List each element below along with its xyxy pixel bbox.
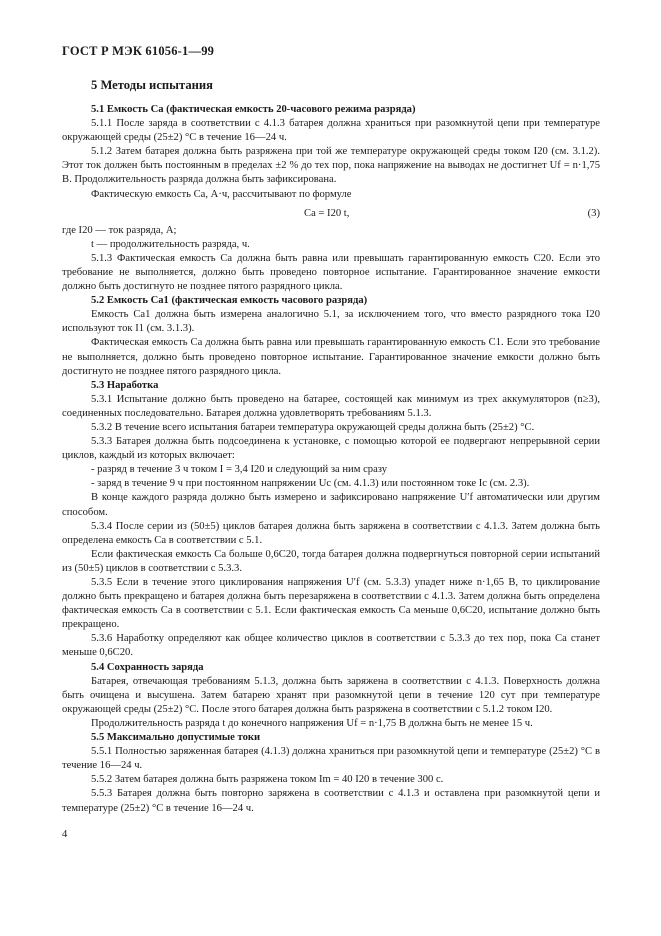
section-title: 5 Методы испытания	[91, 78, 213, 92]
paragraph-5-5-3: 5.5.3 Батарея должна быть повторно заряжена в соответствии с 4.1.3 и оставлена при разомкнутой цепи и температуре (25±2) °С в течение 16—24 ч.	[62, 788, 600, 814]
subsection-5-2-title: 5.2 Емкость Cа1 (фактическая емкость часового разряда)	[91, 295, 368, 307]
paragraph-5-3-1: 5.3.1 Испытание должно быть проведено на батарее, состоящей как минимум из трех аккумуляторов (n≥3), соединенных последовательно. Батарея должна удовлетворять требованиям 5.1.3.	[62, 393, 600, 419]
formula-block	[62, 205, 600, 224]
paragraph-5-3-3: 5.3.3 Батарея должна быть подсоединена к установке, с помощью которой ее подвергают непрерывной серии циклов, каждый из которых включает:	[62, 436, 600, 462]
paragraph-5-3-6: 5.3.6 Наработку определяют как общее количество циклов в соответствии с 5.3.3 до тех пор, пока Cа станет меньше 0,6C20.	[62, 633, 600, 659]
paragraph-5-3-3-b: В конце каждого разряда должно быть измерено и зафиксировано напряжение U′f автоматически или другим способом.	[62, 492, 600, 518]
formula-intro: Фактическую емкость Cа, А·ч, рассчитывают по формуле	[91, 188, 352, 200]
paragraph-5-1-1: 5.1.1 После заряда в соответствии с 4.1.3 батарея должна храниться при разомкнутой цепи при температуре окружающей среды (25±2) °С в течение 16—24 ч.	[62, 118, 600, 144]
paragraph-5-5-2: 5.5.2 Затем батарея должна быть разряжена током Im = 40 I20 в течение 300 с.	[91, 774, 444, 786]
standard-header: ГОСТ Р МЭК 61056-1—99	[62, 44, 215, 58]
paragraph-5-5-1: 5.5.1 Полностью заряженная батарея (4.1.3) должна храниться при разомкнутой цепи и температуре (25±2) °С в течение 16—24 ч.	[62, 746, 600, 772]
paragraph-5-1-2: 5.1.2 Затем батарея должна быть разряжена при той же температуре окружающей среды током I20 (см. 3.1.2). Этот ток должен быть постоянным в пределах ±2 % до тех пор, пока напряжение на выводах не достигнет Uf = n·1,75 В. Продолжительность разряда должна быть зафиксирована.	[62, 146, 600, 186]
formula-expression: Cа = I20 t,	[304, 207, 350, 219]
subsection-5-3-title: 5.3 Наработка	[91, 379, 159, 391]
where-line-1: где I20 — ток разряда, А;	[62, 224, 177, 236]
paragraph-5-1-3: 5.1.3 Фактическая емкость Cа должна быть равна или превышать гарантированную емкость C20. Если это требование не выполняется, должно быть проведено повторное испытание. Гарантированное значение емкости должно быть достигнуто не позднее пятого разрядного цикла.	[62, 252, 600, 293]
paragraph-5-4-b: Продолжительность разряда t до конечного напряжения Uf = n·1,75 В должна быть не менее 15 ч.	[91, 717, 533, 729]
formula-number: (3)	[587, 207, 600, 219]
list-item-discharge: - разряд в течение 3 ч током I = 3,4 I20 и следующий за ним сразу	[91, 464, 388, 476]
page-content	[62, 77, 600, 816]
paragraph-5-3-5: 5.3.5 Если в течение этого циклирования напряжения U′f (см. 5.3.3) упадет ниже n·1,65 В, то циклирование должно быть прекращено и батарея должна быть перезаряжена в соответствии с 4.1.3. Затем должна быть определена фактическая емкость Cа в соответствии с 5.1. Если фактическая емкость Cа меньше 0,6C20, испытание должно быть прекращено.	[62, 577, 600, 631]
paragraph-5-2-a: Емкость Cа1 должна быть измерена аналогично 5.1, за исключением того, что вместо разрядного тока I20 используют ток I1 (см. 3.1.3).	[62, 309, 600, 335]
where-line-2: t — продолжительность разряда, ч.	[91, 238, 250, 250]
subsection-5-4-title: 5.4 Сохранность заряда	[91, 661, 204, 673]
page-number: 4	[62, 829, 68, 840]
paragraph-5-3-4-b: Если фактическая емкость Cа больше 0,6C20, тогда батарея должна подвергнуться повторной серии испытаний из (50±5) циклов в соответствии с 5.3.3.	[62, 548, 600, 574]
subsection-5-1-title: 5.1 Емкость Cа (фактическая емкость 20-часового режима разряда)	[91, 104, 416, 115]
list-item-charge: - заряд в течение 9 ч при постоянном напряжении Uс (см. 4.1.3) или постоянном токе Iс (см. 2.3).	[91, 478, 530, 490]
subsection-5-5-title: 5.5 Максимально допустимые токи	[91, 732, 261, 744]
paragraph-5-3-4: 5.3.4 После серии из (50±5) циклов батарея должна быть заряжена в соответствии с 4.1.3. Затем должна быть определена емкость Cа в соответствии с 5.1.	[62, 520, 600, 546]
paragraph-5-3-2: 5.3.2 В течение всего испытания батареи температура окружающей среды должна быть (25±2) °С.	[91, 421, 535, 433]
paragraph-5-4-a: Батарея, отвечающая требованиям 5.1.3, должна быть заряжена в соответствии с 4.1.3. Поверхность должна быть очищена и высушена. Затем батарею хранят при разомкнутой цепи в течение 120 сут при температуре окружающей среды (25±2) °С. После этого батарея должна быть разряжена в соответствии с 5.1.2 током I20.	[62, 675, 600, 715]
paragraph-5-2-b: Фактическая емкость Cа должна быть равна или превышать гарантированную емкость C1. Если это требование не выполняется, должно быть проведено повторное испытание. Гарантированное значение емкости должно быть достигнуто не позднее пятого разрядного цикла.	[62, 337, 600, 377]
